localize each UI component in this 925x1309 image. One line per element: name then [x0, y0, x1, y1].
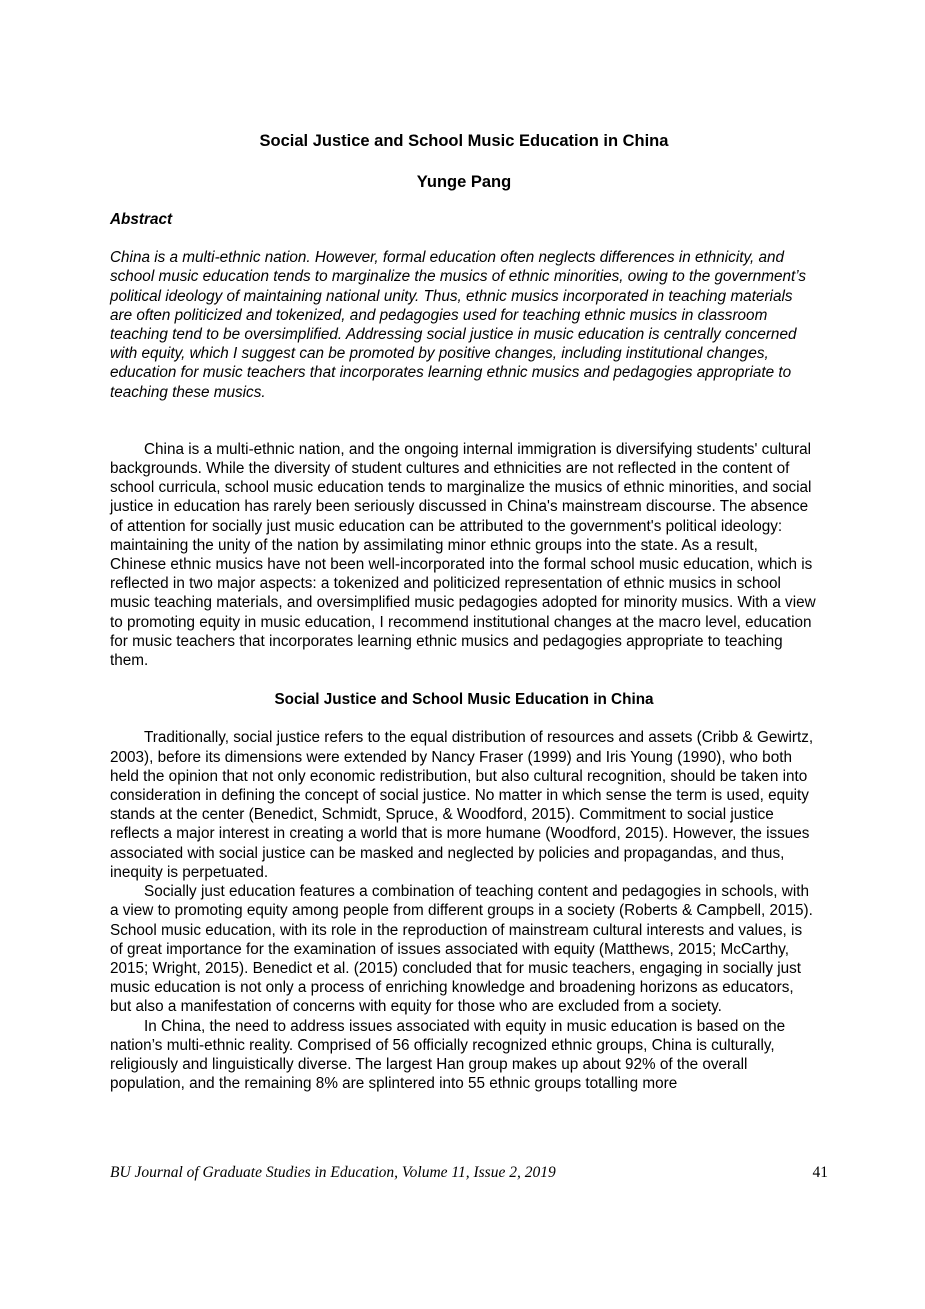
abstract-text: China is a multi-ethnic nation. However, formal education often neglects differences in ethnicity, and school music education tends to marginalize the musics of ethnic minorities, owing to the government’s political ideology of maintaining national unity. Thus, ethnic musics incorporated in teaching materials are often politicized and tokenized, and pedagogies used for teaching ethnic musics in classroom teaching tend to be oversimplified. Addressing social justice in music education is centrally concerned with equity, which I suggest can be promoted by positive changes, including institutional changes, education for music teachers that incorporates learning ethnic musics and pedagogies appropriate to teaching these musics.	[110, 249, 807, 401]
section-heading: Social Justice and School Music Education in China	[274, 691, 654, 709]
page-number: 41	[812, 1164, 828, 1181]
journal-citation: BU Journal of Graduate Studies in Education, Volume 11, Issue 2, 2019	[110, 1164, 556, 1181]
main-content	[110, 130, 818, 1093]
paper-title: Social Justice and School Music Education in China	[259, 132, 669, 150]
abstract-heading: Abstract	[110, 211, 173, 228]
section-paragraph-2: Socially just education features a combination of teaching content and pedagogies in schools, with a view to promoting equity among people from different groups in a society (Roberts & Campbell, 2015). School music education, with its role in the reproduction of mainstream cultural interests and values, is of great importance for the examination of issues associated with equity (Matthews, 2015; McCarthy, 2015; Wright, 2015). Benedict et al. (2015) concluded that for music teachers, engaging in socially just music education is not only a process of enriching knowledge and broadening horizons as educators, but also a manifestation of concerns with equity for those who are excluded from a society.	[110, 883, 813, 1016]
paper-author: Yunge Pang	[416, 173, 512, 191]
section-paragraph-1: Traditionally, social justice refers to the equal distribution of resources and assets (Cribb & Gewirtz, 2003), before its dimensions were extended by Nancy Fraser (1999) and Iris Young (1990), who both held the opinion that not only economic redistribution, but also cultural recognition, should be taken into consideration in defining the concept of social justice. No matter in which sense the term is used, equity stands at the center (Benedict, Schmidt, Spruce, & Woodford, 2015). Commitment to social justice reflects a major interest in creating a world that is more humane (Woodford, 2015). However, the issues associated with social justice can be masked and neglected by policies and propagandas, and thus, inequity is perpetuated.	[110, 729, 814, 881]
section-paragraph-3: In China, the need to address issues associated with equity in music education is based on the nation’s multi-ethnic reality. Comprised of 56 officially recognized ethnic groups, China is culturally, religiously and linguistically diverse. The largest Han group makes up about 92% of the overall population, and the remaining 8% are splintered into 55 ethnic groups totalling more	[110, 1017, 786, 1093]
intro-paragraph: China is a multi-ethnic nation, and the ongoing internal immigration is diversifying students' cultural backgrounds. While the diversity of student cultures and ethnicities are not reflected in the content of school curricula, school music education tends to marginalize the musics of ethnic minorities, and social justice in education has rarely been seriously discussed in China's mainstream discourse. The absence of attention for socially just music education can be attributed to the government's political ideology: maintaining the unity of the nation by assimilating minor ethnic groups into the state. As a result, Chinese ethnic musics have not been well-incorporated into the formal school music education, which is reflected in two major aspects: a tokenized and politicized representation of ethnic musics in school music teaching materials, and oversimplified music pedagogies adopted for minority musics. With a view to promoting equity in music education, I recommend institutional changes at the macro level, education for music teachers that incorporates learning ethnic musics and pedagogies appropriate to teaching them.	[110, 440, 816, 670]
